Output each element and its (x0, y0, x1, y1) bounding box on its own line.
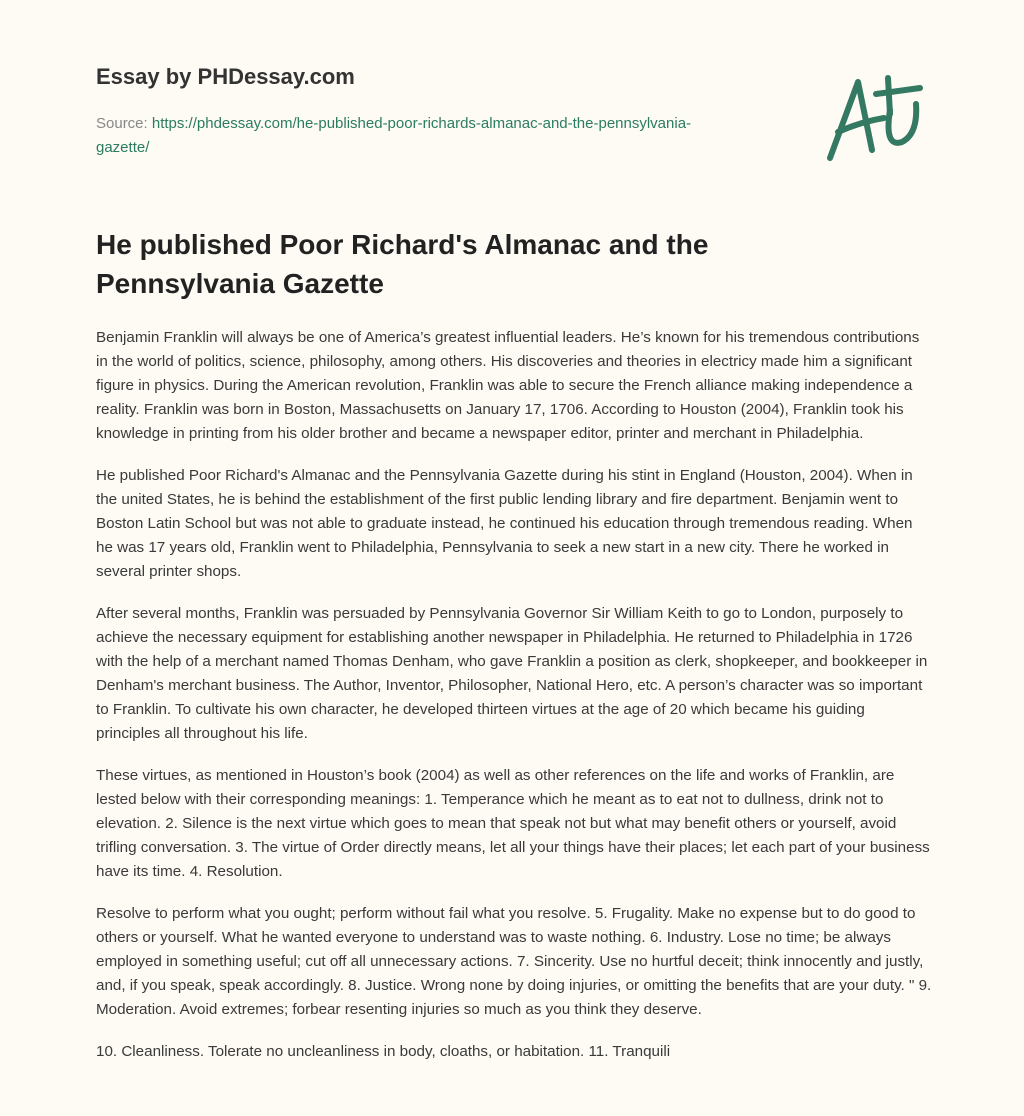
source-label: Source: (96, 115, 148, 132)
source-link[interactable]: https://phdessay.com/he-published-poor-richards-almanac-and-the-pennsylvania-gazette/ (96, 115, 692, 156)
site-brand: Essay by PHDessay.com (96, 64, 355, 89)
article-title: He published Poor Richard's Almanac and the Pennsylvania Gazette (96, 229, 709, 299)
paragraph: These virtues, as mentioned in Houston’s book (2004) as well as other references on the life and works of Franklin, are lested below with their corresponding meanings: 1. Temperance which he meant as to eat not to dullness, drink not to elevation. 2. Silence is the next virtue which goes to mean that speak not but what may benefit others or yourself, avoid trifling conversation. 3. The virtue of Order directly means, let all your things have their places; let each part of your business have its time. 4. Resolution. (96, 767, 930, 880)
paragraph: 10. Cleanliness. Tolerate no uncleanliness in body, cloaths, or habitation. 11. Tranquili (96, 1043, 671, 1060)
paragraph: Resolve to perform what you ought; perform without fail what you resolve. 5. Frugality. Make no expense but to do good to others or yourself. What he wanted everyone to understand was to waste nothing. 6. Industry. Lose no time; be always employed in something useful; cut off all unnecessary actions. 7. Sincerity. Use no hurtful deceit; think innocently and justly, and, if you speak, speak accordingly. 8. Justice. Wrong none by doing injuries, or omitting the benefits that are your duty. " 9. Moderation. Avoid extremes; forbear resenting injuries so much as you think they deserve. (96, 905, 932, 1018)
paragraph: He published Poor Richard's Almanac and the Pennsylvania Gazette during his stint in England (Houston, 2004). When in the united States, he is behind the establishment of the first public lending library and fire department. Benjamin went to Boston Latin School but was not able to graduate instead, he continued his education through tremendous reading. When he was 17 years old, Franklin went to Philadelphia, Pennsylvania to seek a new start in a new city. There he worked in several printer shops. (96, 467, 913, 580)
a-plus-logo-icon (820, 70, 930, 165)
paragraph: After several months, Franklin was persuaded by Pennsylvania Governor Sir William Keith to go to London, purposely to achieve the necessary equipment for establishing another newspaper in Philadelphia. He returned to Philadelphia in 1726 with the help of a merchant named Thomas Denham, who gave Franklin a position as clerk, shopkeeper, and bookkeeper in Denham's merchant business. The Author, Inventor, Philosopher, National Hero, etc. A person’s character was so important to Franklin. To cultivate his own character, he developed thirteen virtues at the age of 20 which became his guiding principles all throughout his life. (96, 605, 928, 742)
paragraph: Benjamin Franklin will always be one of America’s greatest influential leaders. He’s known for his tremendous contributions in the world of politics, science, philosophy, among others. His discoveries and theories in electricy made him a significant figure in physics. During the American revolution, Franklin was able to secure the French alliance making independence a reality. Franklin was born in Boston, Massachusetts on January 17, 1706. According to Houston (2004), Franklin took his knowledge in printing from his older brother and became a newspaper editor, printer and merchant in Philadelphia. (96, 329, 920, 442)
article-body (96, 326, 932, 1082)
source-line (96, 112, 696, 160)
